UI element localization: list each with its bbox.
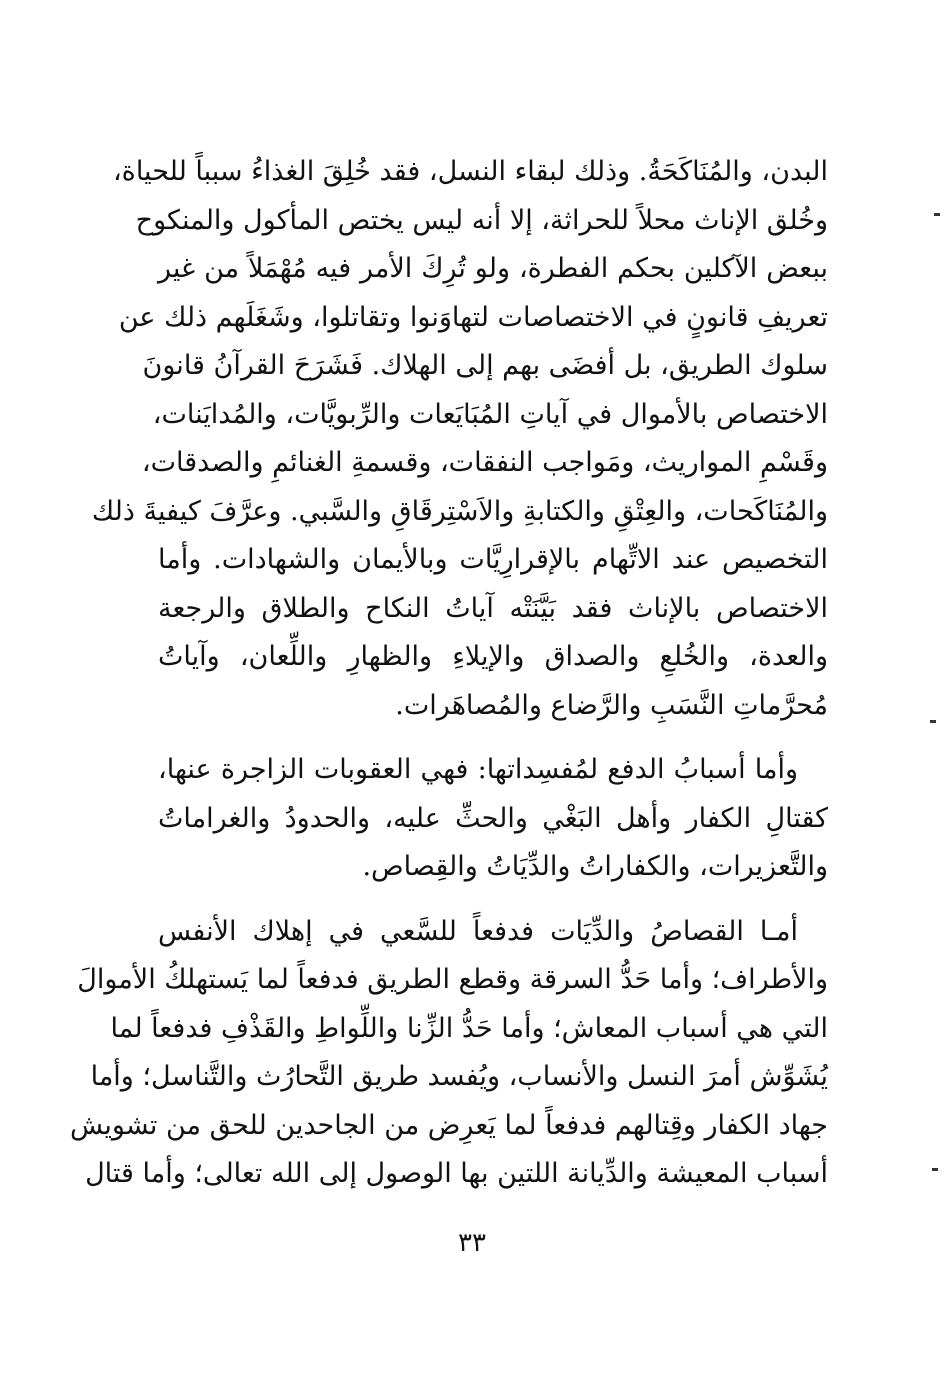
text-line: أمـا القصاصُ والدِّيَات فدفعاً للسَّعي في إهلاك الأنفس — [158, 915, 798, 947]
text-line: والأطراف؛ وأما حَدُّ السرقة وقطع الطريق فدفعاً لما يَستهلكُ الأموالَ — [77, 964, 828, 995]
margin-mark — [932, 1168, 938, 1171]
text-line: والعدة، والخُلعِ والصداق والإيلاءِ والظهارِ واللِّعان، وآياتُ — [158, 641, 828, 672]
text-line: كقتالِ الكفار وأهل البَغْي والحثِّ عليه، والحدودُ والغراماتُ — [158, 802, 828, 834]
text-line: الاختصاص بالإناث فقد بَيَّنَتْه آياتُ النكاح والطلاق والرجعة — [158, 592, 828, 624]
text-line: والمُنَاكَحات، والعِتْقِ والكتابةِ والاَسْتِرقَاقِ والسَّبي. وعرَّفَ كيفيةَ ذلك — [91, 495, 828, 527]
text-line: وقَسْمِ المواريث، ومَواجب النفقات، وقسمةِ الغنائمِ والصدقات، — [141, 447, 828, 478]
text-line: التي هي أسباب المعاش؛ وأما حَدُّ الزِّنا واللِّواطِ والقَذْفِ فدفعاً لما — [110, 1012, 828, 1044]
text-line: سلوك الطريق، بل أفضَى بهم إلى الهلاك. فَشَرَحَ القرآنُ قانونَ — [142, 350, 828, 381]
margin-mark — [934, 213, 940, 216]
paragraph-3 — [69, 908, 828, 1199]
page-number: ٣٣ — [458, 1228, 486, 1258]
text-line: ببعض الآكلين بحكم الفطرة، ولو تُرِكَ الأمر فيه مُهْمَلاً من غير — [158, 253, 828, 284]
text-line: الاختصاص بالأموال في آياتِ المُبَايَعات والرِّبويَّات، والمُدايَنات، — [152, 398, 828, 430]
text-line: وخُلق الإناث محلاً للحراثة، إلا أنه ليس يختص المأكول والمنكوح — [135, 204, 828, 236]
text-line: يُشَوِّش أمرَ النسل والأنساب، ويُفسد طريق التَّحارُث والتَّناسل؛ وأما — [90, 1061, 828, 1092]
page-body — [69, 148, 828, 1199]
margin-mark — [930, 720, 936, 723]
text-line: تعريفِ قانونٍ في الاختصاصات لتهاوَنوا وتقاتلوا، وشَغَلَهم ذلك عن — [118, 301, 828, 333]
text-line: مُحرَّماتِ النَّسَبِ والرَّضاع والمُصاهَرات. — [395, 689, 828, 721]
text-line: البدن، والمُنَاكَحَةُ. وذلك لبقاء النسل، فقد خُلِقَ الغذاءُ سبباً للحياة، — [112, 156, 828, 187]
text-line: والتَّعزيرات، والكفاراتُ والدِّيَاتُ والقِصاص. — [362, 851, 828, 882]
paragraph-1 — [91, 148, 828, 730]
text-line: أسباب المعيشة والدِّيانة اللتين بها الوصول إلى الله تعالى؛ وأما قتال — [85, 1158, 828, 1189]
text-line: وأما أسبابُ الدفع لمُفسِداتها: فهي العقوبات الزاجرة عنها، — [158, 754, 798, 785]
text-line: التخصيص عند الاتِّهام بالإقرارِيَّات وبالأيمان والشهادات. وأما — [158, 544, 828, 575]
paragraph-2 — [158, 746, 828, 892]
text-line: جهاد الكفار وقِتالهم فدفعاً لما يَعرِض من الجاحدين للحق من تشويش — [69, 1109, 828, 1141]
